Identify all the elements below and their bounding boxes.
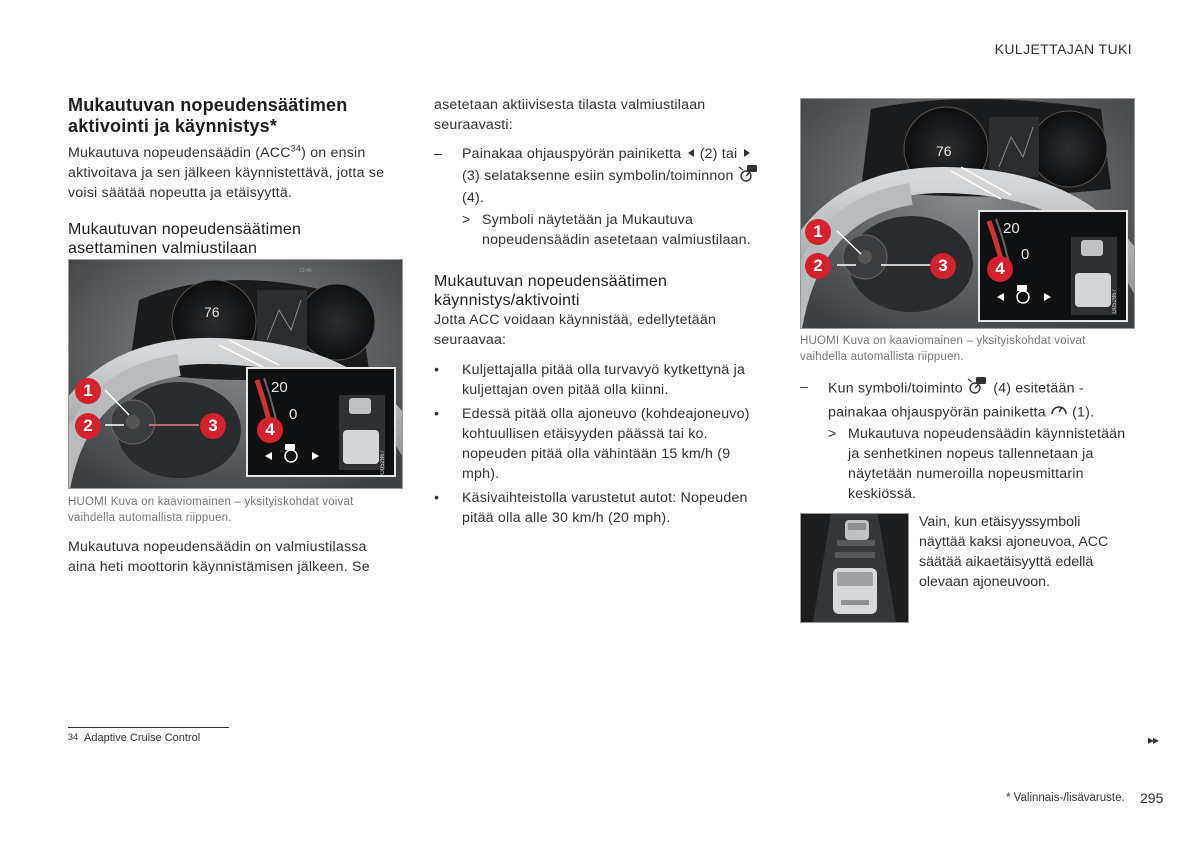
steering-wheel-drawing-2 [801, 99, 1134, 328]
list-item [434, 488, 764, 528]
steering-wheel-illustration [68, 259, 403, 489]
inset-zero: 0 [289, 406, 298, 423]
inset-zero-2: 0 [1021, 246, 1030, 263]
section-header: KULJETTAJAN TUKI [994, 41, 1132, 57]
bullet-text: Kuljettajalla pitää olla turvavyö kytkettynä ja kuljettajan oven pitää olla kiinni. [462, 362, 746, 399]
result-mark: > [828, 426, 837, 442]
optional-note: * Valinnais-/lisävaruste. [1006, 792, 1125, 804]
bullet: • [434, 490, 440, 507]
arrow-left-icon [686, 144, 696, 164]
step-result [434, 210, 764, 250]
callout-2: 2 [805, 253, 831, 279]
distance-symbol-illustration [800, 513, 909, 623]
step-text-1: Painakaa ohjauspyörän painiketta [462, 146, 682, 162]
step-text-3: (1). [1072, 404, 1095, 421]
figure-code-2: G052867 [1112, 289, 1118, 314]
distance-note: Vain, kun etäisyyssymboli näyttää kaksi ajoneuvoa, ACC säätää aikaetäisyyttä edellä olevaan ajoneuvoon. [919, 514, 1109, 590]
middle-column [434, 95, 764, 528]
page-title: Mukautuvan nopeudensäätimen aktivointi ja käynnistys* [68, 95, 348, 136]
footnote-text: Adaptive Cruise Control [84, 732, 201, 744]
cluster-speed: 76 [204, 304, 220, 320]
callout-2: 2 [75, 413, 101, 439]
speedometer-icon [1050, 401, 1068, 424]
result-mark: > [462, 212, 471, 229]
two-vehicles-drawing [801, 514, 908, 622]
figure-caption-right: HUOMI Kuva on kaaviomainen – yksityiskohdat voivat vaihdella automallista riippuen. [800, 335, 1086, 363]
result-text: Symboli näytetään ja Mukautuva nopeudensäädin asetetaan valmiustilaan. [482, 212, 751, 249]
result-text: Mukautuva nopeudensäädin käynnistetään ja senhetkinen nopeus tallennetaan ja näytetään numeroilla nopeusmittarin keskiössä. [848, 426, 1126, 502]
bullet-text: Edessä pitää olla ajoneuvo (kohdeajoneuvo) kohtuullisen etäisyyden päässä tai ko. nopeuden pitää olla vähintään 15 km/h (9 mph). [462, 406, 750, 483]
conditions-list [434, 360, 764, 528]
step-text-2: (4) esitetään - painakaa ohjauspyörän painiketta [828, 380, 1084, 421]
cluster-speed-2: 76 [936, 143, 952, 159]
step-result [800, 424, 1130, 504]
acc-symbol-icon [967, 376, 989, 401]
intro-text-1: Mukautuva nopeudensäädin (ACC [68, 145, 291, 161]
intro-text-2: ) on ensin aktivoitava ja sen jälkeen käynnistettävä, jotta se voisi säätää nopeutta ja etäisyyttä. [68, 145, 385, 201]
list-item [434, 360, 764, 400]
steering-wheel-drawing [69, 260, 402, 488]
step-scroll [434, 144, 764, 208]
bullet: • [434, 406, 440, 423]
callout-3: 3 [930, 253, 956, 279]
callout-1: 1 [75, 378, 101, 404]
inset-speed-2: 20 [1003, 220, 1020, 237]
list-item [434, 404, 764, 484]
footnote-divider [68, 727, 229, 728]
left-column-lower [68, 494, 390, 577]
page-number: 295 [1140, 790, 1164, 806]
footnote-ref[interactable]: 34 [290, 143, 302, 154]
callout-3: 3 [200, 413, 226, 439]
step-text-3: (3) selataksenne esiin symbolin/toiminnon [462, 168, 734, 184]
conditions-intro: Jotta ACC voidaan käynnistää, edellytetään seuraavaa: [434, 312, 717, 349]
steering-wheel-illustration-2 [800, 98, 1135, 329]
footnote [68, 732, 200, 744]
step-text-1: Kun symboli/toiminto [828, 380, 963, 397]
figure-caption-left: HUOMI Kuva on kaaviomainen – yksityiskohdat voivat vaihdella automallista riippuen. [68, 496, 354, 524]
step-dash: – [800, 379, 809, 395]
bullet-text: Käsivaihteistolla varustetut autot: Nopeuden pitää olla alle 30 km/h (20 mph). [462, 490, 748, 527]
footnote-number: 34 [68, 732, 79, 742]
figure-code: G052867 [380, 450, 386, 475]
continuation-text: asetetaan aktiivisesta tilasta valmiustilaan seuraavasti: [434, 97, 706, 133]
inset-speed: 20 [271, 379, 288, 396]
standby-subtitle: Mukautuvan nopeudensäätimen asettaminen valmiustilaan [68, 221, 302, 257]
activation-subtitle: Mukautuvan nopeudensäätimen käynnistys/aktivointi [434, 273, 668, 310]
callout-1: 1 [805, 219, 831, 245]
bullet: • [434, 362, 440, 379]
arrow-right-icon [742, 144, 752, 164]
left-column [68, 95, 390, 258]
step-text-2: (2) tai [699, 146, 738, 162]
step-dash: – [434, 146, 443, 162]
step-text-4: (4). [462, 190, 485, 207]
intro-paragraph [68, 143, 390, 203]
acc-symbol-icon [738, 164, 760, 188]
right-column [800, 333, 1130, 504]
continue-arrows-icon[interactable]: ▸▸ [1148, 733, 1159, 747]
callout-4: 4 [257, 417, 283, 443]
callout-4: 4 [987, 256, 1013, 282]
cluster-clock: 12:46 [299, 268, 312, 274]
standby-paragraph: Mukautuva nopeudensäädin on valmiustilassa aina heti moottorin käynnistämisen jälkeen. Se [68, 539, 370, 575]
step-activate [800, 376, 1130, 424]
